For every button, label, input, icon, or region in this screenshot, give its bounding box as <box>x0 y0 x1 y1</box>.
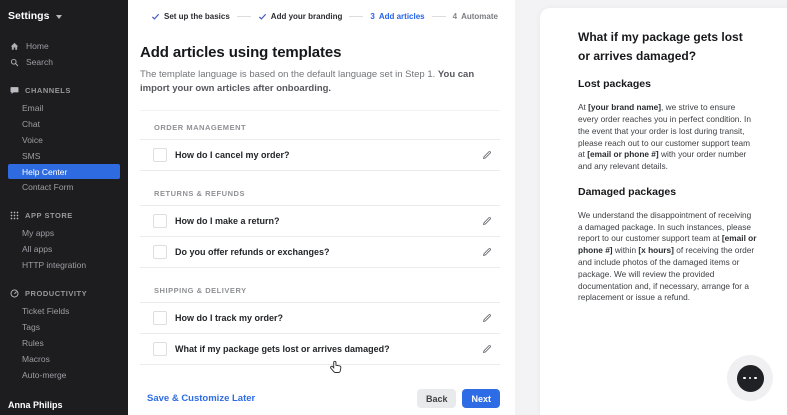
paragraph-segment: [email or phone #] <box>587 149 659 160</box>
settings-sidebar <box>0 0 128 415</box>
preview-section-heading: Lost packages <box>578 78 651 91</box>
current-user-name: Anna Philips <box>8 400 63 410</box>
article-checkbox[interactable] <box>153 342 167 356</box>
step-separator <box>432 16 446 17</box>
wizard-footer <box>140 389 500 408</box>
sidebar-item-sms[interactable] <box>0 148 128 164</box>
step-separator <box>349 16 363 17</box>
article-checkbox[interactable] <box>153 148 167 162</box>
preview-sections <box>578 78 757 304</box>
article-group-label: ORDER MANAGEMENT <box>154 122 247 132</box>
paragraph-segment: with your order number and any relevant details. <box>578 149 747 172</box>
step-label: Automate <box>461 12 498 21</box>
chevron-down-icon <box>56 15 62 19</box>
article-group-returns-refunds <box>140 189 500 268</box>
sidebar-item-label: Auto-merge <box>22 370 67 380</box>
preview-section-damaged-packages <box>578 186 757 304</box>
article-group-shipping-delivery <box>140 286 500 365</box>
article-group-label: SHIPPING & DELIVERY <box>154 285 247 295</box>
search-icon <box>10 58 19 67</box>
sidebar-section-header <box>0 83 128 98</box>
sidebar-item-auto-merge[interactable] <box>0 367 128 383</box>
step-label: Set up the basics <box>164 12 230 21</box>
sidebar-item-label: Home <box>26 41 49 51</box>
settings-menu-button[interactable] <box>0 0 128 22</box>
article-checkbox[interactable] <box>153 214 167 228</box>
sidebar-item-label: HTTP integration <box>22 260 87 270</box>
article-group-order-management <box>140 123 500 171</box>
sidebar-item-rules[interactable] <box>0 335 128 351</box>
grid-icon <box>10 211 19 220</box>
onboarding-main-panel <box>128 0 515 415</box>
subtitle-segment: You can import your own articles after onboarding. <box>140 69 475 95</box>
edit-pencil-icon[interactable] <box>482 247 492 257</box>
chat-bubble-icon <box>10 86 19 95</box>
paragraph-segment: , we strive to ensure every order reaches you in perfect condition. In the event that your order is lost during transit, please reach out to our customer support team at <box>578 102 751 160</box>
article-row[interactable] <box>140 334 500 365</box>
sidebar-title: Settings <box>8 10 50 22</box>
edit-pencil-icon[interactable] <box>482 313 492 323</box>
gauge-icon <box>10 289 19 298</box>
article-title: How do I make a return? <box>175 215 280 226</box>
preview-paragraph <box>578 210 757 304</box>
sidebar-section-header <box>0 286 128 301</box>
check-icon <box>258 12 267 21</box>
article-title: Do you offer refunds or exchanges? <box>175 246 330 257</box>
article-row[interactable] <box>140 140 500 171</box>
sidebar-item-label: Search <box>26 57 53 67</box>
edit-pencil-icon[interactable] <box>482 150 492 160</box>
sidebar-item-label: Voice <box>22 135 43 145</box>
chat-widget-launcher[interactable] <box>727 355 773 401</box>
subtitle-segment: The template language is based on the default language set in Step 1. <box>140 69 438 80</box>
sidebar-item-voice[interactable] <box>0 132 128 148</box>
sidebar-item-search[interactable] <box>0 54 128 70</box>
preview-article-title: What if my package gets lost or arrives damaged? <box>578 30 743 63</box>
article-row[interactable] <box>140 206 500 237</box>
sidebar-item-label: Rules <box>22 338 44 348</box>
sidebar-item-label: Contact Form <box>22 182 74 192</box>
sidebar-item-all-apps[interactable] <box>0 241 128 257</box>
sidebar-item-label: Ticket Fields <box>22 306 70 316</box>
article-preview-panel <box>540 8 787 415</box>
sidebar-item-my-apps[interactable] <box>0 225 128 241</box>
article-title: How do I cancel my order? <box>175 149 290 160</box>
sidebar-item-label: All apps <box>22 244 53 254</box>
page-subtitle <box>140 68 500 97</box>
article-checkbox[interactable] <box>153 245 167 259</box>
sidebar-item-home[interactable] <box>0 38 128 54</box>
preview-section-heading: Damaged packages <box>578 185 677 198</box>
sidebar-sections <box>0 83 128 383</box>
stepper-step-add-your-branding[interactable] <box>258 12 343 21</box>
article-groups <box>140 110 500 365</box>
step-number: 4 <box>452 12 458 21</box>
sidebar-item-ticket-fields[interactable] <box>0 303 128 319</box>
step-label: Add your branding <box>270 12 343 21</box>
sidebar-item-http-integration[interactable] <box>0 257 128 273</box>
stepper-step-automate[interactable] <box>453 12 498 21</box>
save-customize-later-link[interactable]: Save & Customize Later <box>147 393 256 404</box>
paragraph-segment: [email or phone #] <box>578 233 757 256</box>
sidebar-section-productivity <box>0 286 128 383</box>
preview-paragraph <box>578 102 757 173</box>
sidebar-section-channels <box>0 83 128 195</box>
step-separator <box>237 16 251 17</box>
sidebar-item-chat[interactable] <box>0 116 128 132</box>
edit-pencil-icon[interactable] <box>482 344 492 354</box>
check-icon <box>151 12 160 21</box>
sidebar-item-label: Chat <box>22 119 40 129</box>
page-title: Add articles using templates <box>140 44 342 61</box>
sidebar-top-items <box>0 38 128 70</box>
sidebar-item-email[interactable] <box>0 100 128 116</box>
stepper <box>151 10 500 23</box>
back-button[interactable]: Back <box>417 389 457 408</box>
article-group-label: RETURNS & REFUNDS <box>154 188 246 198</box>
sidebar-item-contact-form[interactable] <box>0 179 128 195</box>
next-button[interactable]: Next <box>462 389 500 408</box>
sidebar-item-tags[interactable] <box>0 319 128 335</box>
chat-ellipsis-icon <box>737 365 764 392</box>
sidebar-item-label: Macros <box>22 354 50 364</box>
stepper-step-set-up-the-basics[interactable] <box>151 12 230 21</box>
home-icon <box>10 42 19 51</box>
sidebar-item-label: My apps <box>22 228 55 238</box>
step-label: Add articles <box>378 12 425 21</box>
sidebar-section-app-store <box>0 208 128 273</box>
paragraph-segment: within <box>612 245 639 256</box>
paragraph-segment: At <box>578 102 589 113</box>
step-number: 3 <box>370 12 375 21</box>
sidebar-item-label: SMS <box>22 151 41 161</box>
article-row[interactable] <box>140 303 500 334</box>
article-row[interactable] <box>140 237 500 268</box>
sidebar-item-label: Tags <box>22 322 40 332</box>
sidebar-section-label: APP STORE <box>25 211 73 220</box>
sidebar-section-label: PRODUCTIVITY <box>25 289 88 298</box>
article-title: What if my package gets lost or arrives damaged? <box>175 343 390 354</box>
sidebar-item-label: Email <box>22 103 44 113</box>
sidebar-section-header <box>0 208 128 223</box>
paragraph-segment: We understand the disappointment of receiving a damaged package. In such instances, please report to our customer support team at <box>578 209 752 244</box>
paragraph-segment: [x hours] <box>638 245 674 256</box>
preview-section-lost-packages <box>578 78 757 173</box>
sidebar-item-macros[interactable] <box>0 351 128 367</box>
paragraph-segment: of receiving the order and include photos of the damaged items or package. We will review the provided documentation and, if necessary, arrange for a replacement or issue a refund. <box>578 245 755 303</box>
article-checkbox[interactable] <box>153 311 167 325</box>
article-title: How do I track my order? <box>175 312 284 323</box>
edit-pencil-icon[interactable] <box>482 216 492 226</box>
sidebar-item-help-center[interactable] <box>8 164 120 179</box>
stepper-step-add-articles[interactable] <box>370 12 424 21</box>
sidebar-section-label: CHANNELS <box>25 86 71 95</box>
sidebar-item-label: Help Center <box>22 166 68 177</box>
paragraph-segment: [your brand name] <box>588 102 661 113</box>
